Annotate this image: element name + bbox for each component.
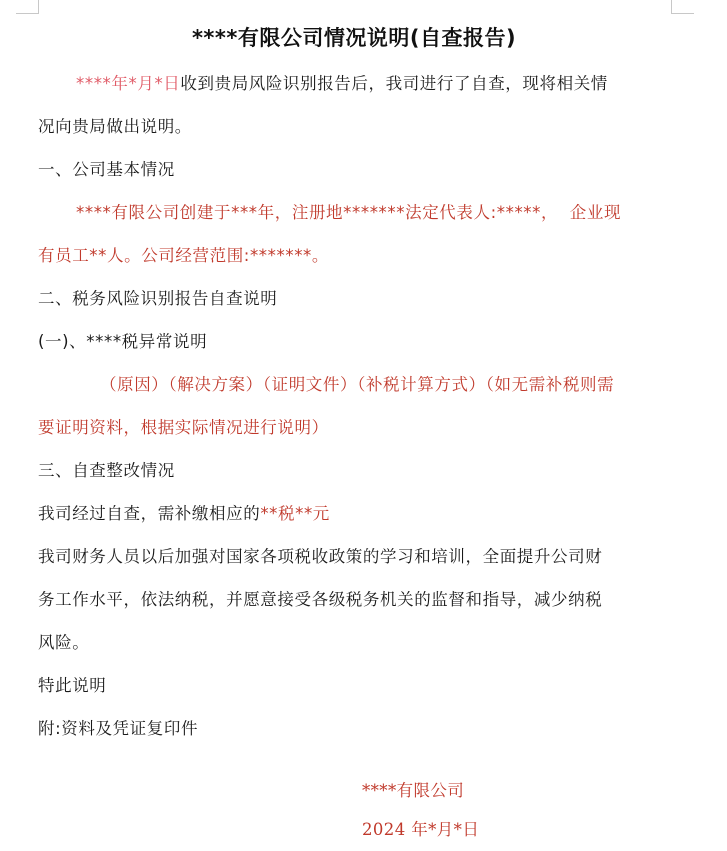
intro-text: 收到贵局风险识别报告后，我司进行了自查，现将相关情 xyxy=(180,74,608,93)
section2-line-1: （原因）（解决方案）（证明文件）（补税计算方式）（如无需补税则需 xyxy=(100,375,615,394)
section2-heading: 二、税务风险识别报告自查说明 xyxy=(38,289,278,308)
intro-date: ****年*月*日 xyxy=(76,74,181,93)
section1-heading: 一、公司基本情况 xyxy=(38,160,175,179)
intro-line-1 xyxy=(38,62,670,105)
signature-company: ****有限公司 xyxy=(362,781,465,800)
document-page xyxy=(38,18,670,839)
page-corner-mark-left xyxy=(16,0,39,14)
section2-subheading: (一)、****税异常说明 xyxy=(38,332,208,351)
section3-heading: 三、自查整改情况 xyxy=(38,461,175,480)
attachment-note: 附:资料及凭证复印件 xyxy=(38,719,199,738)
signature-date: 2024 年*月*日 xyxy=(362,820,480,839)
section1-line-1: ****有限公司创建于***年，注册地*******法定代表人:*****， 企业现 xyxy=(76,203,622,222)
supplement-line xyxy=(38,492,670,535)
section2-line-2: 要证明资料，根据实际情况进行说明） xyxy=(38,418,329,437)
commitment-line-2: 务工作水平，依法纳税，并愿意接受各级税务机关的监督和指导，减少纳税 xyxy=(38,590,603,609)
document-title: ****有限公司情况说明(自查报告) xyxy=(191,26,517,50)
intro-line-2: 况向贵局做出说明。 xyxy=(38,117,192,136)
section1-line-2: 有员工**人。公司经营范围:*******。 xyxy=(38,246,330,265)
commitment-line-3: 风险。 xyxy=(38,633,90,652)
closing-text: 特此说明 xyxy=(38,676,107,695)
supplement-amount: **税**元 xyxy=(260,504,330,523)
commitment-line-1: 我司财务人员以后加强对国家各项税收政策的学习和培训，全面提升公司财 xyxy=(38,547,603,566)
page-corner-mark-right xyxy=(671,0,694,14)
supplement-text: 我司经过自查，需补缴相应的 xyxy=(38,504,261,523)
